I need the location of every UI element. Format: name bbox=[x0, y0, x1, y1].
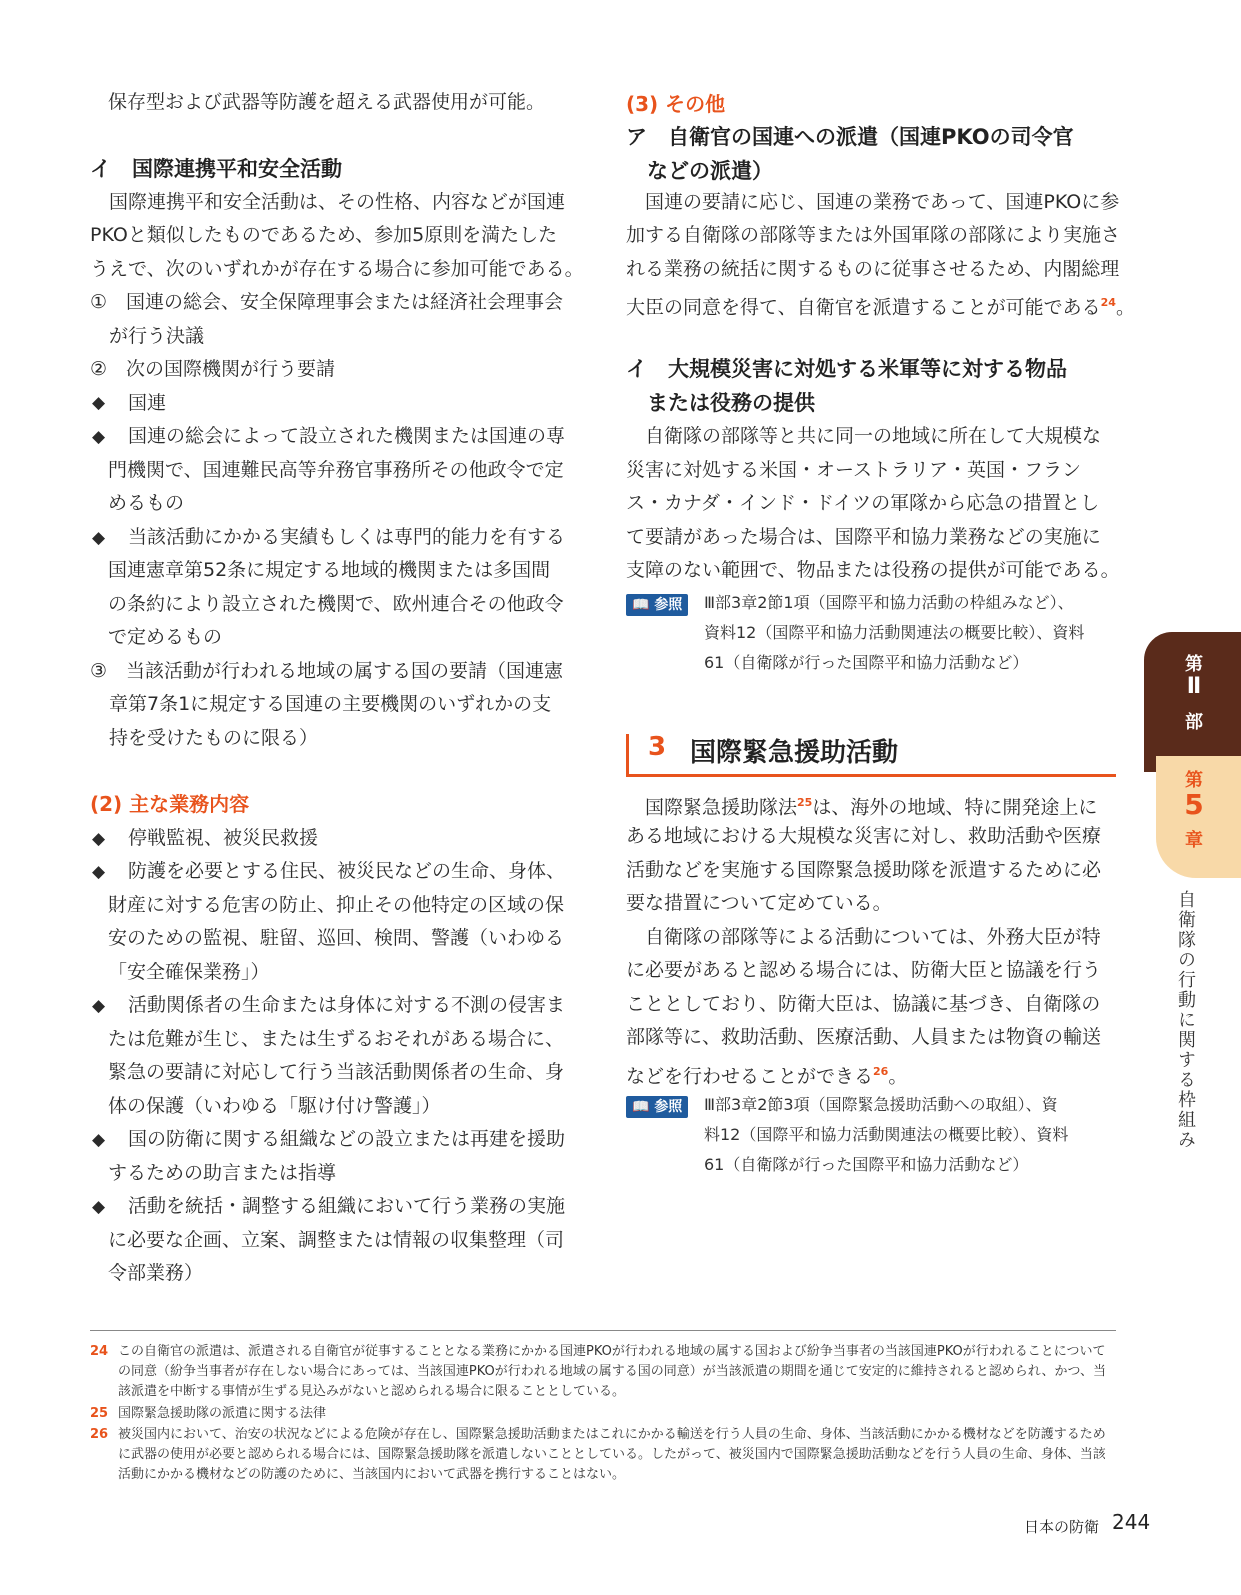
paragraph-line: 大臣の同意を得て、自衛官を派遣することが可能である$^{24}$。 bbox=[626, 296, 1135, 319]
reference-label: 参照 bbox=[654, 1099, 683, 1115]
continuation-text: 保存型および武器等防護を超える武器使用が可能。 bbox=[108, 91, 546, 113]
paragraph-line: ス・カナダ・インド・ドイツの軍隊から応急の措置とし bbox=[626, 492, 1100, 514]
bullet-icon: ◆ bbox=[92, 996, 106, 1016]
section-title: 国際緊急援助活動 bbox=[690, 738, 899, 768]
list-item: 活動関係者の生命または身体に対する不測の侵害ま bbox=[128, 994, 566, 1016]
list-item: 財産に対する危害の防止、抑止その他特定の区域の保 bbox=[108, 894, 565, 916]
chapter-tab-label: 章 bbox=[1185, 830, 1203, 851]
reference-badge bbox=[626, 594, 688, 616]
reference-line: Ⅲ部3章2節1項（国際平和協力活動の枠組みなど）、 bbox=[704, 593, 1074, 612]
list-item: 安のための監視、駐留、巡回、検問、警護（いわゆる bbox=[108, 927, 565, 949]
list-item: めるもの bbox=[108, 492, 185, 514]
section-number: 3 bbox=[648, 732, 667, 762]
paragraph-line: こととしており、防衛大臣は、協議に基づき、自衛隊の bbox=[626, 993, 1101, 1015]
paragraph-line: 部隊等に、救助活動、医療活動、人員または物資の輸送 bbox=[626, 1026, 1102, 1048]
list-item: 令部業務） bbox=[108, 1262, 204, 1284]
heading-a: などの派遣） bbox=[626, 159, 773, 183]
section-bar bbox=[626, 734, 629, 776]
list-item: が行う決議 bbox=[90, 325, 205, 347]
chapter-tab-label: 第 bbox=[1185, 770, 1203, 791]
bullet-icon: ◆ bbox=[92, 1197, 106, 1217]
footnote-number: 25 bbox=[90, 1406, 109, 1421]
bullet-icon: ◆ bbox=[92, 1130, 106, 1150]
part-tab-label: 部 bbox=[1185, 712, 1203, 733]
heading-b: または役務の提供 bbox=[626, 391, 815, 415]
heading-a: ア 自衛官の国連への派遣（国連PKOの司令官 bbox=[626, 125, 1074, 149]
paragraph-line: ある地域における大規模な災害に対し、救助活動や医療 bbox=[626, 825, 1102, 847]
footnote-text: 被災国内において、治安の状況などによる危険が存在し、国際緊急援助活動またはこれにかかる輸送を行う人員の生命、身体、当該活動にかかる機材などを防護するために武器の使用が必要と認められる場合には、国際緊急援助隊を派遣しないこととしている。したがって、被災国内で国際緊急援助活動などを行う人員の生命、身体、当該活動にかかる機材などの防護のために、当該国内において武器を携行することはない。 bbox=[118, 1427, 1106, 1482]
chapter-tab-number: 5 bbox=[1184, 788, 1204, 821]
list-item: 持を受けたものに限る） bbox=[90, 727, 319, 749]
paragraph-line: うえで、次のいずれかが存在する場合に参加可能である。 bbox=[90, 258, 584, 280]
footnote-ref-26[interactable]: 26 bbox=[873, 1065, 889, 1078]
list-item: ③ 当該活動が行われる地域の属する国の要請（国連憲 bbox=[90, 660, 564, 682]
list-item: に必要な企画、立案、調整または情報の収集整理（司 bbox=[108, 1229, 565, 1251]
reference-line: Ⅲ部3章2節3項（国際緊急援助活動への取組）、資 bbox=[704, 1095, 1058, 1114]
subheading-3: (3) その他 bbox=[626, 92, 726, 116]
list-item: 停戦監視、被災民救援 bbox=[128, 827, 319, 849]
paragraph-line: 支障のない範囲で、物品または役務の提供が可能である。 bbox=[626, 559, 1120, 581]
list-item: 防護を必要とする住民、被災民などの生命、身体、 bbox=[128, 860, 566, 882]
paragraph-line: などを行わせることができる$^{26}$。 bbox=[626, 1065, 908, 1088]
part-tab-label: 第 bbox=[1185, 654, 1203, 675]
footnote-text: 国際緊急援助隊の派遣に関する法律 bbox=[118, 1406, 327, 1421]
footnote-ref-24[interactable]: 24 bbox=[1100, 296, 1116, 309]
paragraph-line: 災害に対処する米国・オーストラリア・英国・フラン bbox=[626, 459, 1082, 481]
list-item: 国の防衛に関する組織などの設立または再建を援助 bbox=[128, 1128, 566, 1150]
list-item: 緊急の要請に対応して行う当該活動関係者の生命、身 bbox=[108, 1061, 565, 1083]
reference-line: 資料12（国際平和協力活動関連法の概要比較）、資料 bbox=[704, 623, 1085, 642]
list-item: で定めるもの bbox=[108, 626, 223, 648]
list-item: 国連憲章第52条に規定する地域的機関または多国間 bbox=[108, 559, 551, 581]
footnote-divider bbox=[90, 1330, 1116, 1331]
bullet-icon: ◆ bbox=[92, 528, 106, 548]
paragraph-line: 自衛隊の部隊等による活動については、外務大臣が特 bbox=[626, 926, 1101, 948]
paragraph-line: に必要があると認める場合には、防衛大臣と協議を行う bbox=[626, 959, 1102, 981]
reference-line: 料12（国際平和協力活動関連法の概要比較）、資料 bbox=[704, 1125, 1069, 1144]
list-item: 「安全確保業務」） bbox=[108, 961, 270, 983]
footnote-ref-25[interactable]: 25 bbox=[797, 796, 813, 809]
paragraph-line: 加する自衛隊の部隊等または外国軍隊の部隊により実施さ bbox=[626, 224, 1121, 246]
list-item: ① 国連の総会、安全保障理事会または経済社会理事会 bbox=[90, 291, 564, 313]
footnote-text: この自衛官の派遣は、派遣される自衛官が従事することとなる業務にかかる国連PKOが行われる地域の属する国および紛争当事者の当該国連PKOが行われることについての同意（紛争当事者が存在しない場合にあっては、当該国連PKOが行われる地域の属する国の同意）が当該派遣の期間を通じて安定的に維持されると認められ、かつ、当該派遣を中断する事情が生ずる見込みがないと認められる場合に限ることとしている。 bbox=[118, 1344, 1107, 1399]
bullet-icon: ◆ bbox=[92, 427, 106, 447]
list-item: の条約により設立された機関で、欧州連合その他政令 bbox=[108, 593, 564, 615]
part-tab[interactable] bbox=[1144, 632, 1241, 772]
paragraph-line: れる業務の統括に関するものに従事させるため、内閣総理 bbox=[626, 258, 1120, 280]
paragraph-line: 国際緊急援助隊法$^{25}$は、海外の地域、特に開発途上に bbox=[626, 796, 1098, 819]
paragraph-line: 自衛隊の部隊等と共に同一の地域に所在して大規模な bbox=[626, 425, 1102, 447]
book-title: 日本の防衛 bbox=[1024, 1518, 1100, 1536]
list-item: 国連の総会によって設立された機関または国連の専 bbox=[128, 425, 566, 447]
footnote-number: 24 bbox=[90, 1344, 109, 1359]
book-icon: 📖 bbox=[632, 597, 650, 613]
list-item: 門機関で、国連難民高等弁務官事務所その他政令で定 bbox=[108, 459, 564, 481]
chapter-tab[interactable] bbox=[1156, 756, 1241, 878]
reference-label: 参照 bbox=[654, 597, 683, 613]
list-item: 当該活動にかかる実績もしくは専門的能力を有する bbox=[128, 526, 566, 548]
list-item: 章第7条1に規定する国連の主要機関のいずれかの支 bbox=[90, 693, 552, 715]
bullet-icon: ◆ bbox=[92, 862, 106, 882]
heading-b: イ 大規模災害に対処する米軍等に対する物品 bbox=[626, 357, 1067, 381]
list-item: ② 次の国際機関が行う要請 bbox=[90, 358, 336, 380]
paragraph-line: 国連の要請に応じ、国連の業務であって、国連PKOに参 bbox=[626, 191, 1120, 213]
paragraph-line: PKOと類似したものであるため、参加5原則を満たした bbox=[90, 224, 558, 246]
paragraph-line: て要請があった場合は、国際平和協力業務などの実施に bbox=[626, 526, 1101, 548]
paragraph-line: 国際連携平和安全活動は、その性格、内容などが国連 bbox=[90, 191, 566, 213]
bullet-icon: ◆ bbox=[92, 393, 106, 413]
list-item: たは危難が生じ、または生ずるおそれがある場合に、 bbox=[108, 1028, 565, 1050]
paragraph-line: 要な措置について定めている。 bbox=[626, 892, 892, 914]
reference-line: 61（自衛隊が行った国際平和協力活動など） bbox=[704, 1155, 1029, 1174]
reference-badge bbox=[626, 1096, 688, 1118]
page-number: 244 bbox=[1112, 1510, 1151, 1534]
footnote-number: 26 bbox=[90, 1427, 109, 1442]
section-underline bbox=[626, 774, 1116, 777]
bullet-icon: ◆ bbox=[92, 829, 106, 849]
heading-i: イ 国際連携平和安全活動 bbox=[90, 157, 342, 181]
part-tab-number: Ⅱ bbox=[1186, 674, 1202, 699]
chapter-title-vertical: 自衛隊の行動に関する枠組み bbox=[1175, 890, 1196, 1150]
list-item: するための助言または指導 bbox=[108, 1162, 337, 1184]
reference-line: 61（自衛隊が行った国際平和協力活動など） bbox=[704, 653, 1029, 672]
section-3-heading bbox=[626, 728, 1116, 778]
list-item: 国連 bbox=[128, 392, 167, 414]
subheading-2: (2) 主な業務内容 bbox=[90, 792, 250, 816]
list-item: 体の保護（いわゆる「駆け付け警護」） bbox=[108, 1095, 441, 1117]
book-icon: 📖 bbox=[632, 1099, 650, 1115]
paragraph-line: 活動などを実施する国際緊急援助隊を派遣するために必 bbox=[626, 859, 1102, 881]
list-item: 活動を統括・調整する組織において行う業務の実施 bbox=[128, 1195, 566, 1217]
